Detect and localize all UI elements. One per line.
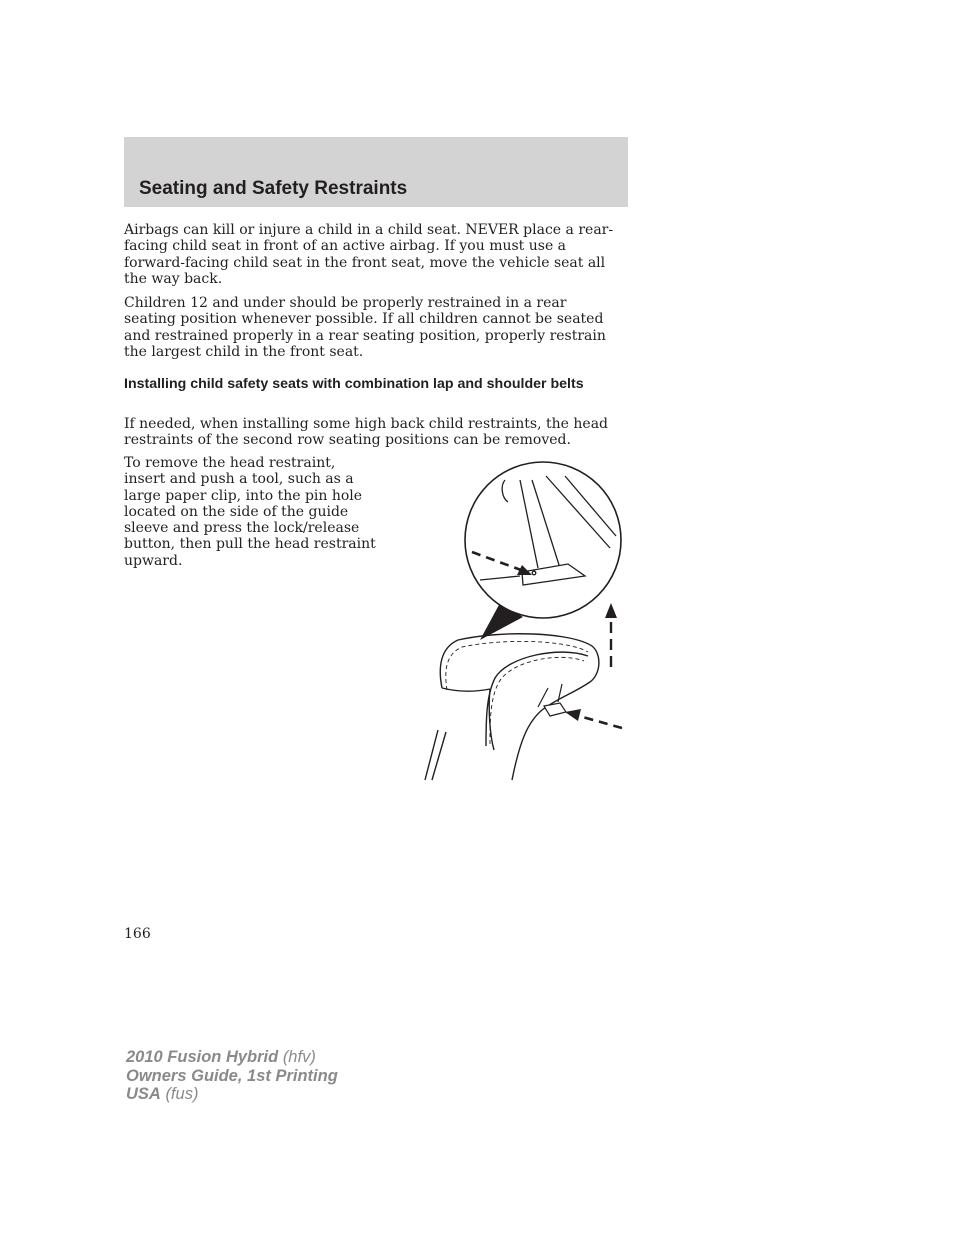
child-restraint-paragraph: Children 12 and under should be properly restrained in a rear seating position whenever possible. If all children cannot be seated and restrained properly in a rear seating position, properly restrain the largest child in the front seat. (124, 295, 606, 360)
section-header-band (124, 137, 628, 207)
head-restraint-removal-intro: If needed, when installing some high back child restraints, the head restraints of the second row seating positions can be removed. (124, 416, 608, 449)
footer-line-1: 2010 Fusion Hybrid (hfv) (126, 1048, 316, 1066)
airbag-warning-paragraph: Airbags can kill or injure a child in a child seat. NEVER place a rear-facing child seat in front of an active airbag. If you must use a forward-facing child seat in the front seat, move the vehicle seat all the way back. (124, 222, 614, 287)
footer-line-2: Owners Guide, 1st Printing (126, 1066, 338, 1085)
subheading-installing-child-seats: Installing child safety seats with combination lap and shoulder belts (124, 376, 584, 392)
head-restraint-removal-illustration (420, 460, 630, 782)
head-restraint-removal-steps: To remove the head restraint, insert and push a tool, such as a large paper clip, into the pin hole located on the side of the guide sleeve and press the lock/release button, then pull the head restraint upward. (124, 455, 376, 569)
footer-line-3: USA (fus) (126, 1085, 199, 1103)
document-footer (126, 1048, 338, 1104)
zoom-inset-circle (465, 462, 621, 618)
page-number: 166 (124, 926, 151, 942)
section-title: Seating and Safety Restraints (139, 178, 408, 199)
